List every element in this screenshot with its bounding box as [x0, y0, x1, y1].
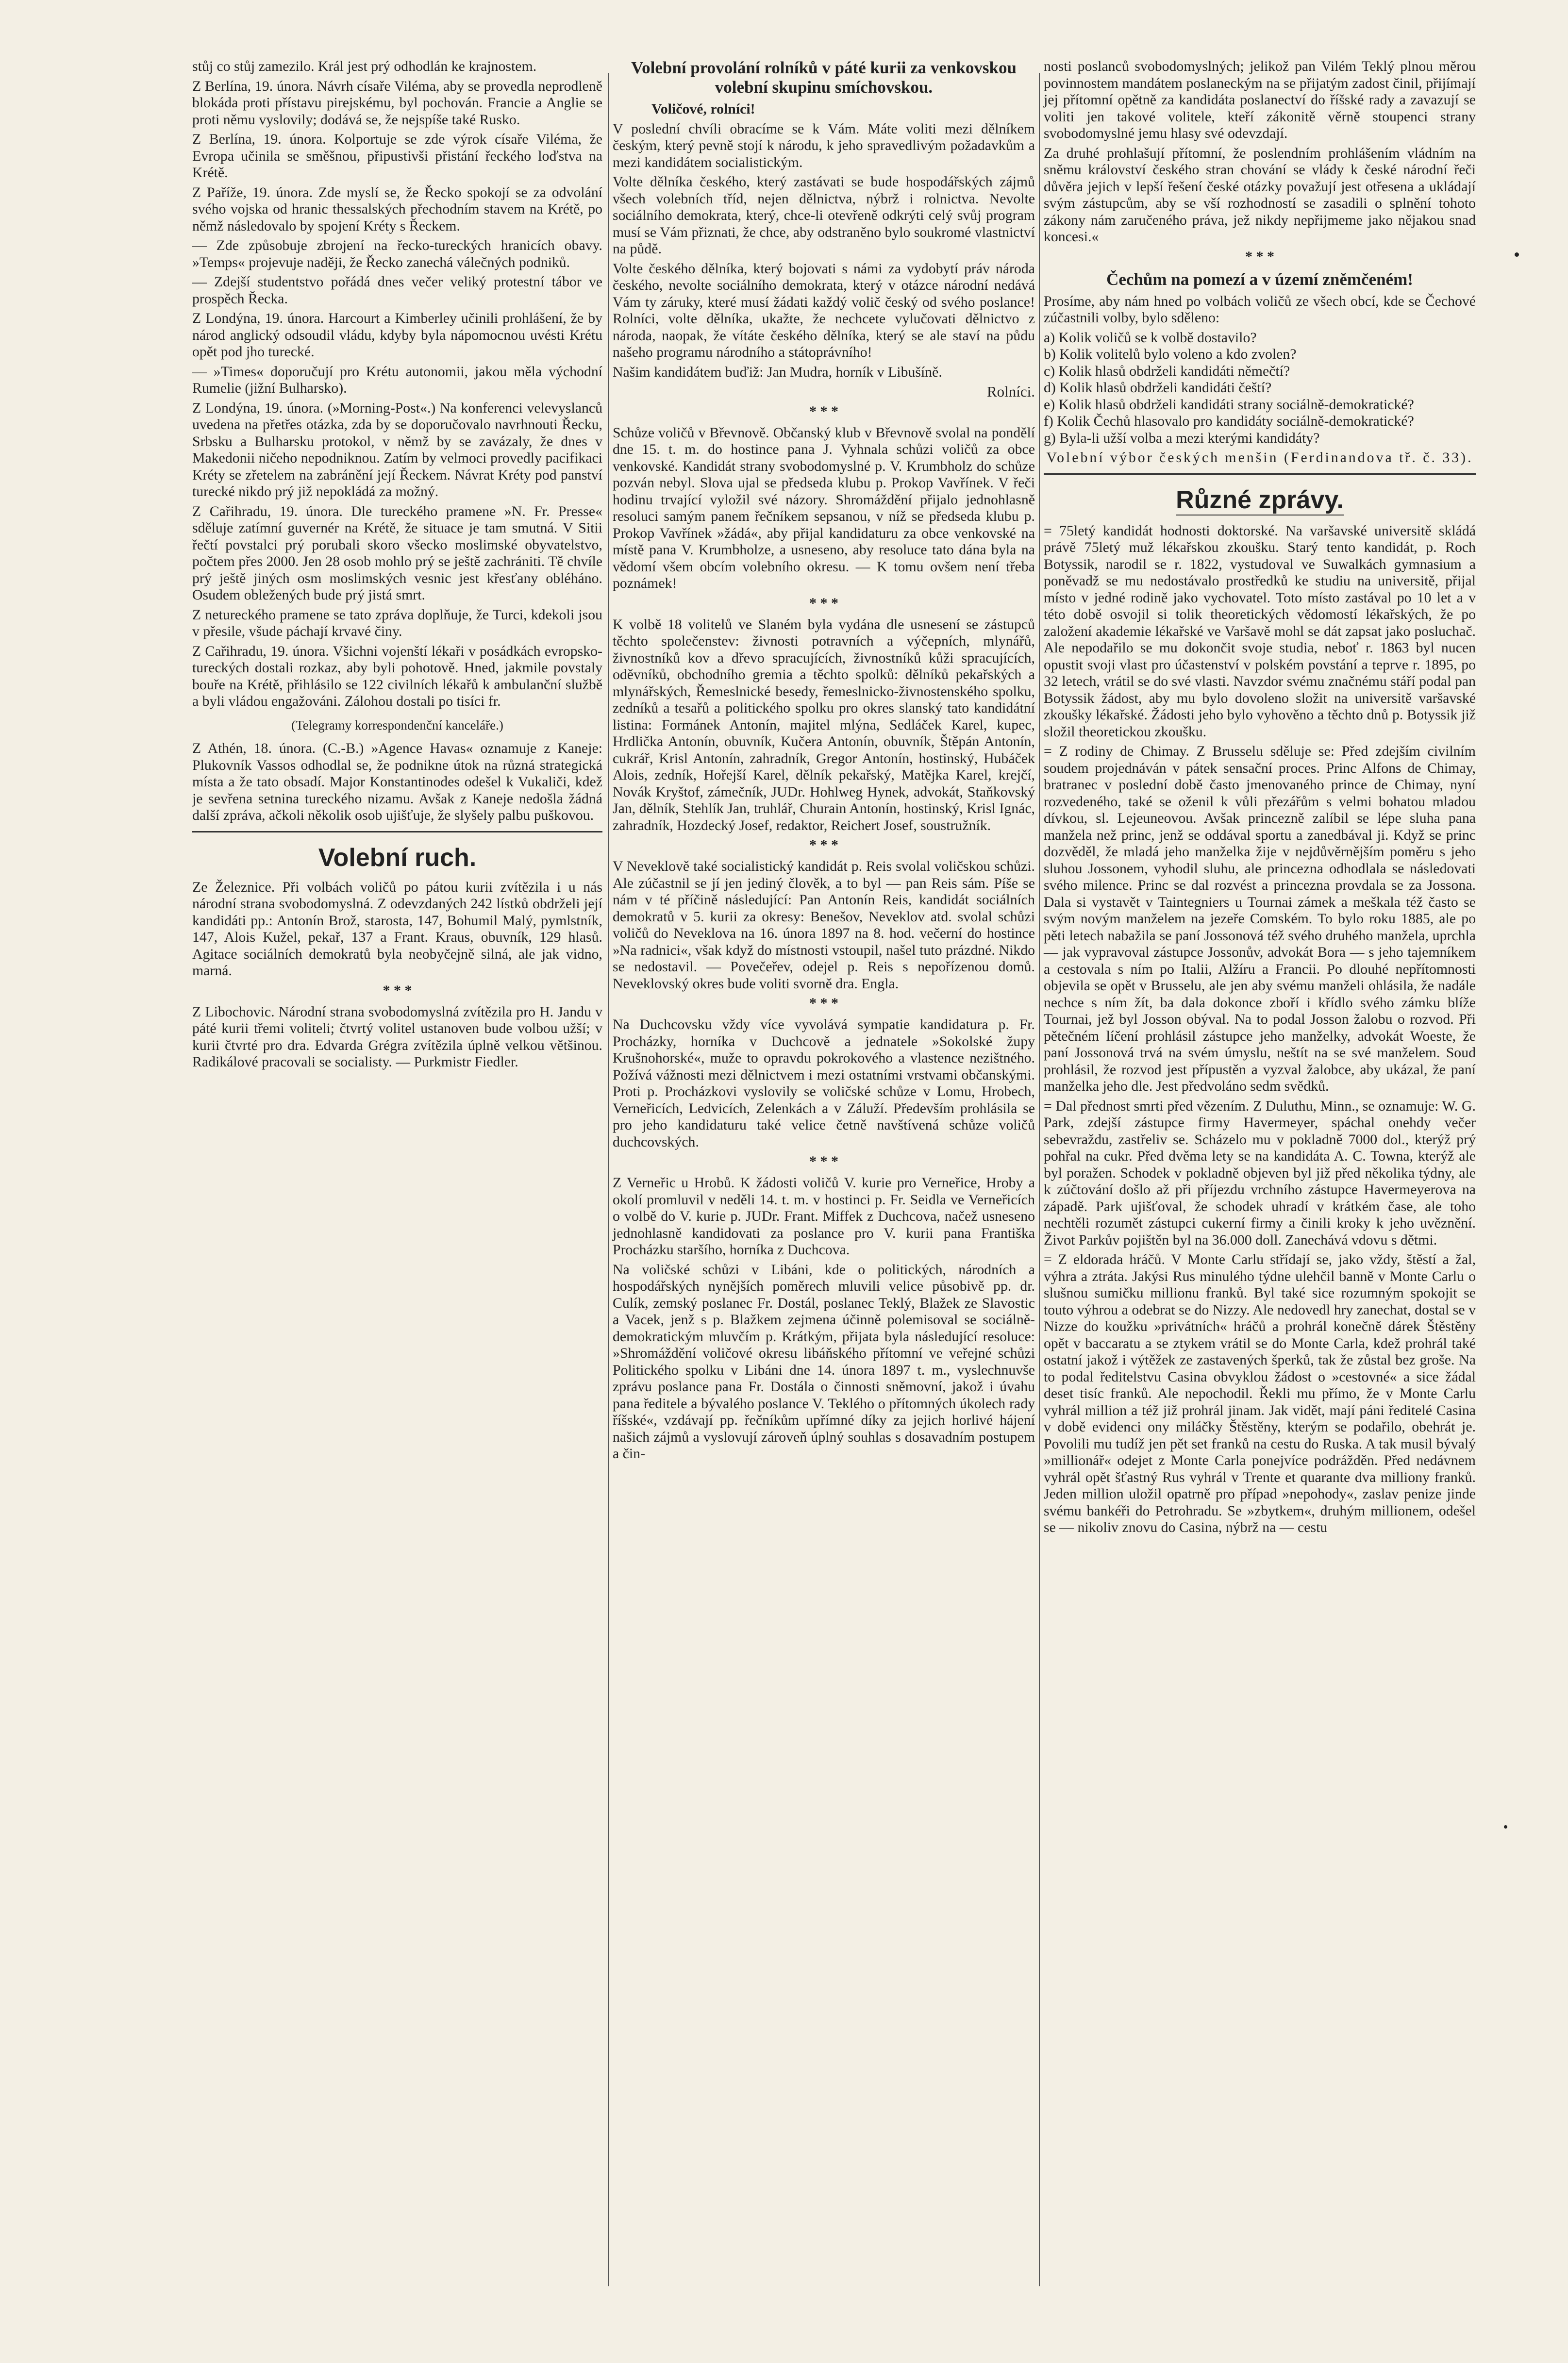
article-paragraph: Prosíme, aby nám hned po volbách voličů ze všech obcí, kde se Čechové zúčastnili volby, bylo sděleno: [1044, 293, 1476, 326]
source-note: (Telegramy korrespondenční kanceláře.) [291, 717, 503, 732]
separator-stars: * * * [809, 837, 838, 853]
news-item: Z Cařihradu, 19. února. Dle tureckého pramene »N. Fr. Presse« sděluje zatímní guvernér na Krétě, že situace je tam smutná. V Sitii řečtí povstalci prý porubali skoro všecko moslimské obyvatelstvo, počtem přes 2000. Jen 28 osob mohlo prý se ještě zachrániti. Tě chvíle prý ještě jiných osm moslimských vesnic jest křesťany obléháno. Osudem obležených bude prý jistá smrt. [192, 503, 602, 603]
article-paragraph: V poslední chvíli obracíme se k Vám. Máte voliti mezi dělníkem českým, který pevně stojí k národu, k jeho spravedlivým požadavkům a mezi kandidátem socialistickým. [613, 120, 1035, 170]
section-heading-text: Různé zprávy. [1176, 485, 1344, 516]
question-item: d) Kolik hlasů obdrželi kandidáti čeští? [1044, 380, 1272, 396]
news-item: Z Londýna, 19. února. (»Morning-Post«.) Na konferenci velevyslanců uvedena na přetřes otázka, zda by se doporučovalo navrhnouti Řecku, Srbsku a Bulharsku protokol, v němž by se zavázaly, že dnes v Makedonii ničeho nepodniknou. Zatím by velmoci provedly pacifikaci Kréty se zřetelem na zabránění její Řeckem. Návrat Kréty pod panství turecké nikdo prý již nepokládá za možný. [192, 399, 602, 499]
article-paragraph: nosti poslanců svobodomyslných; jelikož pan Vilém Teklý plnou měrou povinnostem mandátem poslaneckým na se přijatým zadost činil, přijímají jej přítomní opětně za kandidáta poslanectví do říšské rady a zavazují se voliti jen takové volitele, kteří zákonitě věrně stoupenci strany svobodomyslné jemu hlasy své odevzdají. [1044, 58, 1476, 141]
news-item: = Z rodiny de Chimay. Z Brusselu sděluje se: Před zdejším civilním soudem projednáván v pátek sensační proces. Princ Alfons de Chimay, bratranec v poslední době často jmenovaného prince de Chimay, nyní rozvedeného, také se oženil k vůli přezářům s velmi bohatou mladou dívkou, sl. Lejeuneovou. Avšak princezně zalíbil se lépe sluha pana manžela než princ, jenž se oddával sportu a zanedbával ji. Když se princ dozvěděl, že mladá jeho manželka žije v nejdůvěrnějším poměru s jeho sluhou Jossonem, vyhodil sluhu, ale princezna odhodlala se následovati svého milence. Princ se dal rozvést a princezna provdala se za Jossona. Dala si vystavět v Taintegniers u Tournai zámek a meškala též často se svým novým manželem na jezeře Comském. To bylo roku 1885, ale po pěti letech nabažila se paní Jossonová též svého druhého manžela, uprchla — jak vypravoval zástupce Jossonův, advokát Bora — s jeho tajemníkem a cestovala s ním po Italii, Alžíru a Francii. Po dlouhé nepřítomnosti objevila se opět v Brusselu, ale jen aby svému manželi ohlásila, že nadále nechce s ním žít, ba dala dokonce zboří i křídlo svého zámku blíže Tournai, jež byl Josson obýval. Na to podal Josson žalobu o rozvod. Při pětečném líčení prohlásil zástupce jeho manželky, advokát Woeste, že paní Jossonová trvá na svém úmyslu, neštít na se své manželem. Soud prohlásil, že rozvod jest přípustěn a vyzval žalobce, aby ukázal, že paní manželka jeho dle. Jest předvoláno sedm svědků. [1044, 743, 1476, 1094]
news-item: Na Duchcovsku vždy více vyvolává sympatie kandidatura p. Fr. Procházky, horníka v Duchcově a jednatele »Sokolské župy Krušnohorské«, muže to opravdu pokrokového a vlastence nezištného. Požívá vážnosti mezi dělnictvem i mezi ostatními vrstvami občanskými. Proti p. Procházkovi vyslovily se voličské schůze v Lomu, Hrobech, Verneřicích, Ledvicích, Zelenkách a v Záluží. Především prohlásila se pro jeho kandidaturu také velice četně navštívená schůze voličů duchcovských. [613, 1016, 1035, 1150]
news-item: = Dal přednost smrti před vězením. Z Duluthu, Minn., se oznamuje: W. G. Park, zdejší zástupce firmy Havermeyer, spáchal onehdy večer sebevraždu, zastřeliv se. Scházelo mu v pokladně 7000 dol., kterýž prý pohřal na cukr. Před dvěma lety se na kandidáta A. C. Towna, kterýž ale byl poražen. Schodek v pokladně objeven byl již před několika týdny, ale k zúčtování došlo až při příjezdu vrchního zástupce Havermeyerova na západě. Park ujišťoval, že schodek uhradí v krátkém čase, ale toho nechtěli rozumět zástupci cukerní firmy a činili kroky k jeho uvěznění. Život Parkův pojištěn byl na 36.000 doll. Zanechává vdovu s dětmi. [1044, 1098, 1476, 1248]
news-item: Z Berlína, 19. února. Kolportuje se zde výrok císaře Viléma, že Evropa učinila se směšnou, připustivši přistání řeckého loďstva na Krétě. [192, 131, 602, 181]
column-2 [613, 58, 1035, 1465]
salutation: Voličové, rolníci! [651, 101, 755, 117]
column-rule [1039, 73, 1040, 2286]
question-item: e) Kolik hlasů obdrželi kandidáti strany sociálně-demokratické? [1044, 396, 1414, 413]
signature: Rolníci. [986, 383, 1035, 400]
signature: Volební výbor českých menšin (Ferdinandova tř. č. 33). [1046, 449, 1473, 466]
article-paragraph: Za druhé prohlašují přítomní, že poslendním prohlášením vládním na sněmu království českého stran chování se vlády k české národní řeči důvěra jejich v lepší řešení české otázky považují jest otřesena a ukládají svým zástupcům, aby se vší rozhodností se zasadili o splnění tohoto zákony nám zaručeného práva, jež nikdy nepřijmeme jako nějakou snad koncesi.« [1044, 145, 1476, 245]
separator-stars: * * * [809, 595, 838, 611]
news-item: Z Berlína, 19. února. Návrh císaře Viléma, aby se provedla neprodleně blokáda proti přístavu pirejskému, byl pochován. Francie a Anglie se proti němu vyslovily; dodává se, že nejspíše také Rusko. [192, 78, 602, 128]
article-headline: Volební provolání rolníků v páté kurii za venkovskou volební skupinu smíchovskou. [631, 58, 1017, 97]
question-item: g) Byla-li užší volba a mezi kterými kandidáty? [1044, 430, 1320, 446]
news-item: = Z eldorada hráčů. V Monte Carlu střídají se, jako vždy, štěstí a žal, výhra a ztráta. Jakýsi Rus minulého týdne ulehčil banně v Monte Carlu o slušnou sumičku millionu franků. Byl také sice rozumným spokojit se touto výhrou a odebrat se do Nizzy. Ale nedovedl hry zanechat, dostal se v Nizze do koužku »privátních« hráčů a prohrál konečně dárek Štěstěny opět v baccaratu a se ztykem vrátil se do Monte Carla, kdež prohrál také ostatní jakož i výtěžek ze zastavených šperků, tak že zůstal bez groše. Na to podal ředitelstvu Casina obvyklou žádost o »cestovné« a sice žádal deset tisíc franků. Ale nepochodil. Řekli mu přímo, že v Monte Carlu vyhrál million a též již prohrál jinam. Jak vidět, mají páni ředitelé Casina v době evidenci ony miláčky Štěstěny, kterým se podařilo, obehrát je. Povolili mu tudíž jen pět set franků na cestu do Ruska. A tak musil bývalý »millionář« odejet z Monte Carla ponejvíce podrážděn. Před nedávnem vyhrál opět šťastný Rus vyhrál v Trente et quarante dva milliony franků. Jeden million uložil opatrně pro případ »nepohody«, zaslav penize jinde svému bankéři do Petrohradu. Se »zbytkem«, druhým millionem, odešel se — nikoliv znovu do Casina, nýbrž na — cestu [1044, 1251, 1476, 1535]
separator-stars: * * * [1245, 248, 1274, 265]
article-headline: Čechům na pomezí a v území zněmčeném! [1106, 269, 1413, 289]
separator-stars: * * * [809, 995, 838, 1011]
separator-stars: * * * [809, 403, 838, 419]
question-item: a) Kolik voličů se k volbě dostavilo? [1044, 329, 1257, 346]
news-item: Schůze voličů v Břevnově. Občanský klub v Břevnově svolal na pondělí dne 15. t. m. do hostince pana J. Vyhnala schůzi voličů za obce venkovské. Kandidát strany svobodomyslné p. V. Krumbholz do schůze pozván nebyl. Slova ujal se předseda klubu p. Prokop Vavřínek. V řeči hodinu trvající vyložil své názory. Shromáždění přijalo jednohlasně resoluci samým panem řečníkem sepsanou, v níž se předseda klubu p. Prokop Vavřínek »žádá«, aby přijal kandidaturu za obce venkovské na místě pana V. Krumbholze, a usneseno, aby resoluce tato dána byla na vědomí všem obcím volebního okresu. — K tomu ovšem není třeba poznámek! [613, 424, 1035, 591]
column-1 [192, 58, 602, 1074]
news-item: = 75letý kandidát hodnosti doktorské. Na varšavské universitě skládá právě 75letý muž lékařskou zkoušku. Starý tento kandidát, p. Roch Botyssik, narodil se r. 1822, vystudoval ve Suwalkách gymnasium a poněvadž se mu nedostávalo prostředků ke studiu na universitě, přijal místo v jedné rodině jako vychovatel. Toto místo zastával po 10 let a v této době osvojil si tolik theoretických vědomostí lékařských, že po založení akademie lékařské ve Varšavě mohl se dát zapsat jako posluchač. Ale nepodařilo se mu dokončit svoje studia, neboť r. 1863 byl nucen opustit svoji vlast pro účastenství v polském povstání a teprve r. 1895, po 32 letech, vrátil se do své vlasti. Navzdor svému značnému stáří podal pan Botyssik žádost, aby mu bylo dovoleno složit na universitě varšavské zkoušky lékařské. Žádosti jeho bylo vyhověno a těchto dnů p. Botyssik již složil theoretickou zkoušku. [1044, 522, 1476, 740]
news-item: K volbě 18 volitelů ve Slaném byla vydána dle usnesení se zástupců těchto společenstev: živnosti potravních a výčepních, mlynářů, živnostníků kov a dřevo spracujících, živnostníků kůži spracujících, oděvníků, obchodního gremia a těchto spolků: dělníků pekařských a mlynářských, Řemeslnické besedy, řemeslnicko-živnostenského spolku, zedníků a tesařů a politického spolku pro okres slanský tato kandidátní listina: Formánek Antonín, majitel mlýna, Sedláček Karel, kupec, Hrdlička Antonín, obuvník, Kučera Antonín, obuvník, Štěpán Antonín, cukrář, Krisl Antonín, zahradník, Gregor Antonín, hostinský, Hubáček Alois, zedník, Hořejší Karel, dělník pekařský, Matějka Karel, krejčí, Novák Kryštof, zámečník, JUDr. Hohlweg Hynek, advokát, Staňkovský Jan, dělník, Stehlík Jan, truhlář, Churain Antonín, hostinský, Krisl Ignác, zahradník, Hozdecký Josef, redaktor, Reichert Josef, soustružník. [613, 616, 1035, 833]
print-speck [1515, 252, 1519, 257]
news-item: Z Londýna, 19. února. Harcourt a Kimberley učinili prohlášení, že by národ anglický odsoudil vládu, kdyby byla nápomocnou uvésti Krétu opět pod jho turecké. [192, 310, 602, 360]
print-speck [1504, 1825, 1507, 1829]
news-item: Z Cařihradu, 19. února. Všichni vojenští lékaři v posádkách evropsko-tureckých dostali rozkaz, aby byli pohotově. Hned, jakmile povstaly bouře na Krétě, přihlásilo se 122 civilních lékařů k ambulanční službě a byli vládou engažováni. Zálohou dostali po tisíci fr. [192, 643, 602, 709]
news-item: Z netureckého pramene se tato zpráva doplňuje, že Turci, kdekoli jsou v přesile, všude páchají krvavé činy. [192, 606, 602, 639]
separator-stars: * * * [383, 982, 412, 998]
question-item: b) Kolik volitelů bylo voleno a kdo zvolen? [1044, 346, 1297, 362]
news-item: Ze Železnice. Při volbách voličů po pátou kurii zvítězila i u nás národní strana svobodomyslná. Z odevzdaných 242 lístků obdrželi její kandidáti pp.: Antonín Brož, starosta, 147, Bohumil Malý, pymlstník, 147, Alois Kužel, pekař, 137 a Frant. Kraus, obuvník, 129 hlasů. Agitace sociálních demokratů byla neobyčejně silná, ale jak vidno, marná. [192, 879, 602, 979]
news-item: Z Athén, 18. února. (C.-B.) »Agence Havas« oznamuje z Kaneje: Plukovník Vassos odhodlal se, že podnikne útok na různá strategická místa a že tato obsadí. Major Konstantinodes odešel k Vukaliči, kdež je sevřena setnina tureckého nizamu. Avšak z Kaneje nedošla žádná další zpráva, ačkoli několik osob ujišťuje, že slyšely palbu puškovou. [192, 740, 602, 823]
news-item: Z Paříže, 19. února. Zde myslí se, že Řecko spokojí se za odvolání svého vojska od hranic thessalských přechodním stavem na Krétě, po němž následovalo by spojení Kréty s Řeckem. [192, 184, 602, 234]
article-paragraph: Našim kandidátem buďiž: Jan Mudra, horník v Libušíně. [613, 364, 942, 380]
question-item: f) Kolik Čechů hlasovalo pro kandidáty sociálně-demokratické? [1044, 413, 1414, 429]
news-item: — Zdejší studentstvo pořádá dnes večer veliký protestní tábor ve prospěch Řecka. [192, 274, 602, 307]
news-item: — Zde způsobuje zbrojení na řecko-tureckých hranicích obavy. »Temps« projevuje naději, že Řecko zanechá válečných podniků. [192, 237, 602, 270]
column-rule [608, 73, 609, 2286]
news-item: V Neveklově také socialistický kandidát p. Reis svolal voličskou schůzi. Ale zúčastnil se jí jen jediný člověk, a to byl — pan Reis sám. Píše se nám v té příčině následující: Pan Antonín Reis, kandidát sociálních demokratů v 5. kurii za okresy: Benešov, Neveklov atd. svolal schůzi voličů do Neveklova na 16. února 1897 na 8. hod. večerní do hostince »Na radnici«, však když do místnosti vstoupil, našel tuto prázdné. Nikdo se nedostavil. — Povečeřev, odejel p. Reis s nepořízenou domů. Neveklovský okres bude voliti svorně dra. Engla. [613, 858, 1035, 992]
news-item: Z Verneřic u Hrobů. K žádosti voličů V. kurie pro Verneřice, Hroby a okolí promluvil v neděli 14. t. m. v hostinci p. Fr. Seidla ve Verneřicích o volbě do V. kurie p. JUDr. Frant. Miffek z Duchcova, načež usneseno jednohlasně kandidovati za poslance pro V. kurii pana Františka Procházku staršího, horníka z Duchcova. [613, 1175, 1035, 1258]
news-item: — »Times« doporučují pro Krétu autonomii, jakou měla východní Rumelie (jižní Bulharsko). [192, 363, 602, 396]
article-paragraph: stůj co stůj zamezilo. Král jest prý odhodlán ke krajnostem. [192, 58, 537, 74]
news-item: Z Libochovic. Národní strana svobodomyslná zvítězila pro H. Jandu v páté kurii třemi voliteli; čtvrtý volitel ustanoven bude volbou užší; v kurii čtvrté pro dra. Edvarda Grégra zvítězila úplně velkou většinou. Radikálové pracovali se socialisty. — Purkmistr Fiedler. [192, 1003, 602, 1070]
section-heading: Volební ruch. [318, 843, 477, 872]
news-item: Na voličské schůzi v Libáni, kde o politických, národních a hospodářských nynějších poměrech mluvili velice působivě pp. dr. Culík, zemský poslanec Fr. Dostál, poslanec Teklý, Blažek ze Slavostic a Vacek, jenž s p. Blažkem zejmena účinně polemisoval se sociálně-demokratickým mluvčím p. Krátkým, přijata byla následující resoluce: »Shromáždění voličové okresu libáňského přítomní ve veřejné schůzi Politického spolku v Libáni dne 14. února 1897 t. m., vyslechnuvše zprávu poslance pana Fr. Dostála o činnosti sněmovní, jakož i úvahu pana ředitele a bývalého poslance V. Teklého o přítomných úkolech rady říšské«, vzdávají pp. řečníkům upřímné díky za jejich horlivé hájení našich zájmů a vyslovují zároveň úplný souhlas s dosavadním postupem a čin- [613, 1261, 1035, 1462]
article-paragraph: Volte dělníka českého, který zastávati se bude hospodářských zájmů všech volebních tříd, nejen dělnictva, nýbrž i rolnictva. Nevolte sociálního demokrata, který, chce-li otevřeně odkrýti celý svůj program musí se Vám přiznati, že chce, aby odstraněno bylo soukromé vlastnictví na půdě. [613, 174, 1035, 257]
separator-stars: * * * [809, 1153, 838, 1169]
section-divider [1044, 473, 1476, 475]
question-item: c) Kolik hlasů obdrželi kandidáti němečtí? [1044, 363, 1290, 379]
section-divider [192, 831, 602, 832]
section-heading [1044, 485, 1476, 516]
article-paragraph: Volte českého dělníka, který bojovati s námi za vydobytí práv národa českého, nevolte sociálního demokrata, který v otázce národní nedává Vám ty záruky, které musí žádati každý volič český od svého poslance! Rolníci, volte dělníka, ukažte, že nechcete vylučovati dělnictvo z národa, naopak, že vítáte českého dělníka, který se ale staví na půdu našeho programu národního a státoprávního! [613, 260, 1035, 360]
column-3 [1044, 58, 1476, 1539]
